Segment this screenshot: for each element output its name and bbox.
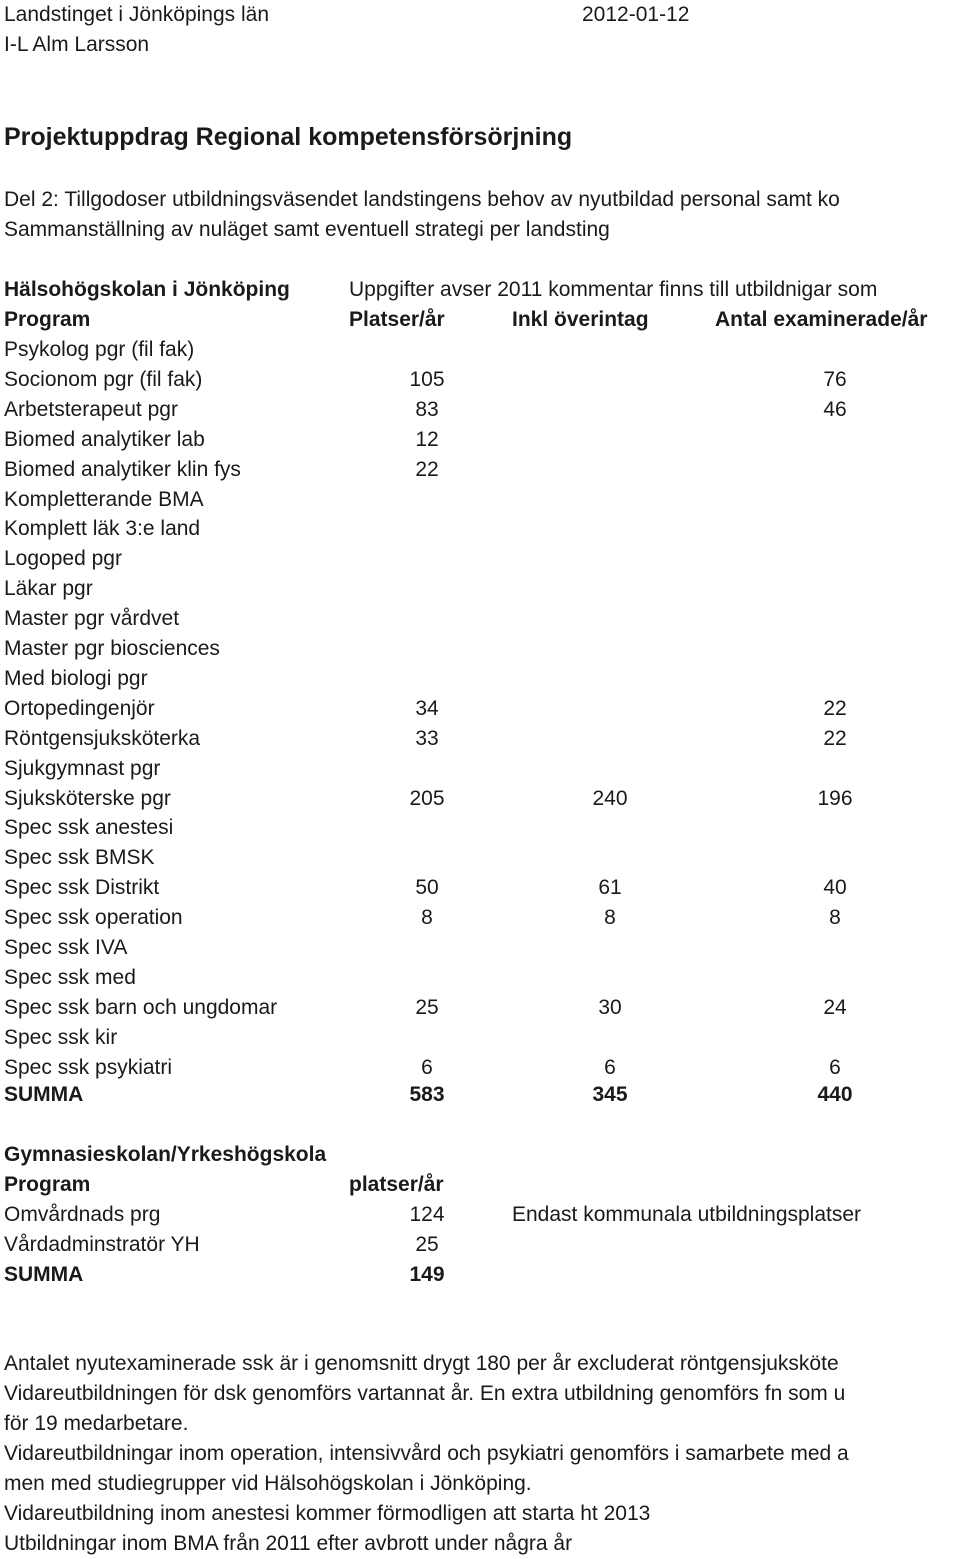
program-cell: Komplett läk 3:e land: [4, 517, 201, 541]
section1-name: Hälsohögskolan i Jönköping: [4, 278, 290, 301]
platser-cell: [387, 933, 467, 963]
platser-cell: [387, 1023, 467, 1053]
program-cell: Biomed analytiker klin fys: [4, 457, 241, 481]
platser-cell: [387, 514, 467, 544]
note-line: för 19 medarbetare.: [4, 1412, 189, 1435]
examinerade-cell: [795, 335, 875, 365]
examinerade-cell: 22: [823, 726, 847, 750]
program-cell: Spec ssk operation: [4, 906, 183, 930]
platser-cell: 6: [421, 1055, 433, 1079]
overintag-cell: 61: [598, 876, 622, 900]
section1-note: Uppgifter avser 2011 kommentar finns till utbildnigar som: [349, 278, 878, 301]
examinerade-cell: 8: [829, 906, 841, 930]
intro-line-2: Sammanställning av nuläget samt eventuell strategi per landsting: [4, 218, 610, 241]
section2-header-program: Program: [4, 1173, 91, 1196]
program-cell: Sjuksköterske pgr: [4, 786, 171, 810]
examinerade-cell: 22: [823, 696, 847, 720]
section2-sum-row: [0, 1260, 960, 1290]
page-title: Projektuppdrag Regional kompetensförsörjning: [4, 123, 573, 151]
sum-examinerade: 440: [817, 1083, 853, 1106]
overintag-cell: 6: [604, 1055, 616, 1079]
sum-platser: 583: [409, 1083, 445, 1106]
platser-cell: 205: [409, 786, 445, 810]
table-row: [0, 365, 960, 395]
program-cell: Biomed analytiker lab: [4, 427, 205, 451]
overintag-cell: [570, 724, 650, 754]
program-cell: Spec ssk IVA: [4, 936, 128, 959]
platser-cell: [387, 813, 467, 843]
platser-cell: [387, 664, 467, 694]
table-row: [0, 903, 960, 933]
program-cell: Spec ssk BMSK: [4, 846, 155, 870]
examinerade-cell: 76: [823, 367, 847, 391]
program-cell: Röntgensjuksköterka: [4, 726, 201, 750]
program-cell: Med biologi pgr: [4, 666, 148, 690]
section2-platser: 124: [409, 1203, 445, 1226]
program-cell: Sjukgymnast pgr: [4, 756, 161, 780]
col-header-overintag: Inkl överintag: [512, 308, 649, 331]
table-row: [0, 455, 960, 485]
platser-cell: 83: [415, 397, 439, 421]
note-line: men med studiegrupper vid Hälsohögskolan i Jönköping.: [4, 1472, 532, 1495]
table-row: [0, 813, 960, 843]
overintag-cell: [570, 664, 650, 694]
program-cell: Spec ssk barn och ungdomar: [4, 995, 278, 1019]
examinerade-cell: [795, 963, 875, 993]
overintag-cell: [570, 813, 650, 843]
section2-sum-label: SUMMA: [4, 1263, 84, 1286]
examinerade-cell: [795, 485, 875, 515]
platser-cell: 8: [421, 906, 433, 930]
program-cell: Psykolog pgr (fil fak): [4, 338, 195, 361]
table-row: [0, 574, 960, 604]
program-cell: Läkar pgr: [4, 577, 93, 601]
table-row: [0, 963, 960, 993]
table-row: [0, 1053, 960, 1083]
table-row: [0, 604, 960, 634]
overintag-cell: [570, 365, 650, 395]
program-cell: Master pgr biosciences: [4, 637, 220, 660]
table-row: [0, 425, 960, 455]
table-row: [0, 634, 960, 664]
overintag-cell: [570, 485, 650, 515]
examinerade-cell: 24: [823, 995, 847, 1019]
section2-note: Endast kommunala utbildningsplatser: [512, 1203, 862, 1226]
note-line: Vidareutbildningen för dsk genomförs vartannat år. En extra utbildning genomförs fn som u: [4, 1382, 846, 1405]
note-line: Utbildningar inom BMA från 2011 efter avbrott under några år: [4, 1532, 573, 1555]
table-row: [0, 873, 960, 903]
table-row: [0, 664, 960, 694]
examinerade-cell: [795, 514, 875, 544]
platser-cell: [387, 574, 467, 604]
program-cell: Spec ssk psykiatri: [4, 1055, 173, 1079]
table-row: [0, 1023, 960, 1053]
platser-cell: 105: [409, 367, 445, 391]
program-cell: Spec ssk med: [4, 965, 136, 989]
table-row: [0, 485, 960, 515]
overintag-cell: [570, 514, 650, 544]
overintag-cell: [570, 933, 650, 963]
note-line: Vidareutbildningar inom operation, intensivvård och psykiatri genomförs i samarbete med a: [4, 1442, 849, 1465]
overintag-cell: [570, 963, 650, 993]
section2-header-platser: platser/år: [349, 1173, 444, 1196]
platser-cell: 50: [415, 876, 439, 900]
program-cell: Kompletterande BMA: [4, 487, 204, 511]
table-row: [0, 514, 960, 544]
table-row: [0, 544, 960, 574]
program-cell: Spec ssk kir: [4, 1025, 118, 1049]
section2-sum-platser: 149: [409, 1263, 445, 1286]
note-line: Vidareutbildning inom anestesi kommer förmodligen att starta ht 2013: [4, 1502, 651, 1525]
program-cell: Arbetsterapeut pgr: [4, 397, 178, 421]
examinerade-cell: [795, 754, 875, 784]
table-row: [0, 993, 960, 1023]
examinerade-cell: 46: [823, 397, 847, 421]
header-author: I-L Alm Larsson: [4, 33, 150, 56]
header-org: Landstinget i Jönköpings län: [4, 3, 270, 26]
overintag-cell: [570, 694, 650, 724]
program-cell: Master pgr vårdvet: [4, 607, 180, 631]
table-row: [0, 843, 960, 873]
platser-cell: 25: [415, 995, 439, 1019]
platser-cell: 22: [415, 457, 439, 481]
overintag-cell: [570, 754, 650, 784]
section2-program: Vårdadminstratör YH: [4, 1233, 200, 1256]
platser-cell: [387, 544, 467, 574]
section2-name: Gymnasieskolan/Yrkeshögskola: [4, 1143, 327, 1166]
examinerade-cell: [795, 1023, 875, 1053]
table-row: [0, 933, 960, 963]
overintag-cell: 30: [598, 995, 622, 1019]
examinerade-cell: [795, 425, 875, 455]
section1-sum-row: [0, 1080, 960, 1110]
overintag-cell: [570, 544, 650, 574]
col-header-platser: Platser/år: [349, 308, 445, 331]
overintag-cell: [570, 1023, 650, 1053]
examinerade-cell: [795, 634, 875, 664]
note-line: Antalet nyutexaminerade ssk är i genomsnitt drygt 180 per år excluderat röntgensjuksköte: [4, 1352, 839, 1375]
table-row: [0, 724, 960, 754]
platser-cell: [387, 754, 467, 784]
overintag-cell: [570, 604, 650, 634]
examinerade-cell: [795, 455, 875, 485]
examinerade-cell: 40: [823, 876, 847, 900]
platser-cell: [387, 843, 467, 873]
table-row: [0, 335, 960, 365]
overintag-cell: [570, 425, 650, 455]
examinerade-cell: [795, 664, 875, 694]
overintag-cell: 8: [604, 906, 616, 930]
overintag-cell: [570, 335, 650, 365]
platser-cell: [387, 335, 467, 365]
program-cell: Socionom pgr (fil fak): [4, 367, 203, 391]
examinerade-cell: [795, 843, 875, 873]
platser-cell: 12: [415, 427, 439, 451]
examinerade-cell: [795, 933, 875, 963]
platser-cell: [387, 963, 467, 993]
sum-overintag: 345: [592, 1083, 628, 1106]
platser-cell: [387, 485, 467, 515]
overintag-cell: 240: [592, 786, 628, 810]
examinerade-cell: [795, 813, 875, 843]
platser-cell: 33: [415, 726, 439, 750]
overintag-cell: [570, 574, 650, 604]
program-cell: Ortopedingenjör: [4, 696, 155, 720]
table-row: [0, 694, 960, 724]
program-cell: Logoped pgr: [4, 547, 122, 571]
sum-label: SUMMA: [4, 1083, 84, 1106]
section2-platser: 25: [415, 1233, 439, 1256]
platser-cell: [387, 604, 467, 634]
table-row: [0, 395, 960, 425]
header-date: 2012-01-12: [582, 3, 690, 26]
program-cell: Spec ssk anestesi: [4, 816, 174, 840]
section2-program: Omvårdnads prg: [4, 1203, 161, 1226]
section2-row: [0, 1230, 960, 1260]
examinerade-cell: [795, 574, 875, 604]
examinerade-cell: [795, 544, 875, 574]
overintag-cell: [570, 634, 650, 664]
intro-line-1: Del 2: Tillgodoser utbildningsväsendet landstingens behov av nyutbildad personal samt ko: [4, 188, 840, 211]
col-header-program: Program: [4, 308, 91, 331]
examinerade-cell: 196: [817, 786, 853, 810]
platser-cell: [387, 634, 467, 664]
section2-row: [0, 1200, 960, 1230]
platser-cell: 34: [415, 696, 439, 720]
table-row: [0, 784, 960, 814]
overintag-cell: [570, 395, 650, 425]
examinerade-cell: 6: [829, 1055, 841, 1079]
table-row: [0, 754, 960, 784]
overintag-cell: [570, 843, 650, 873]
col-header-examinerade: Antal examinerade/år: [715, 308, 928, 331]
program-cell: Spec ssk Distrikt: [4, 876, 160, 900]
examinerade-cell: [795, 604, 875, 634]
overintag-cell: [570, 455, 650, 485]
